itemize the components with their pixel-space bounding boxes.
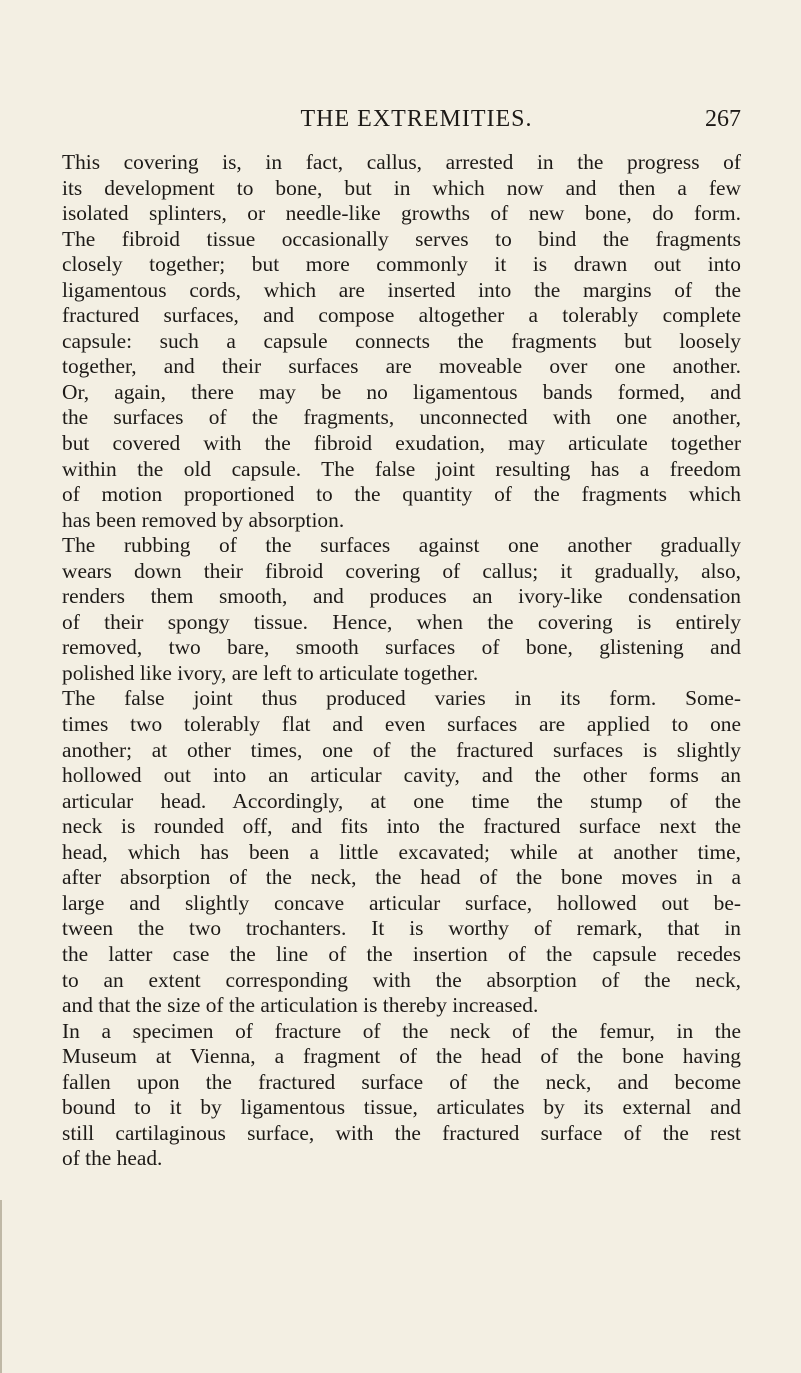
text-line: removed, two bare, smooth surfaces of bone, glistening and — [62, 635, 741, 660]
text-line: its development to bone, but in which now and then a few — [62, 175, 741, 200]
text-line: This covering is, in fact, callus, arrested in the progress of — [62, 150, 741, 174]
text-line: together, and their surfaces are moveable over one another. — [62, 354, 741, 379]
text-line: of their spongy tissue. Hence, when the covering is entirely — [62, 609, 741, 634]
text-line: and that the size of the articulation is thereby increased. — [62, 993, 539, 1018]
text-line: fallen upon the fractured surface of the neck, and become — [62, 1069, 741, 1094]
text-line: another; at other times, one of the fractured surfaces is slightly — [62, 737, 741, 762]
text-line: of the head. — [62, 1146, 163, 1171]
text-line: neck is rounded off, and fits into the fractured surface next the — [62, 814, 741, 839]
text-line: after absorption of the neck, the head of the bone moves in a — [62, 865, 741, 890]
text-line: bound to it by ligamentous tissue, articulates by its external and — [62, 1095, 741, 1120]
text-line: of motion proportioned to the quantity of the fragments which — [62, 482, 741, 507]
text-line: capsule: such a capsule connects the fragments but loosely — [62, 328, 741, 353]
text-line: head, which has been a little excavated; while at another time, — [62, 839, 741, 864]
text-line: isolated splinters, or needle-like growths of new bone, do form. — [62, 201, 741, 226]
text-line: closely together; but more commonly it is drawn out into — [62, 252, 741, 277]
running-title: THE EXTREMITIES. — [300, 106, 533, 132]
text-line: hollowed out into an articular cavity, and the other forms an — [62, 763, 741, 788]
text-line: tween the two trochanters. It is worthy of remark, that in — [62, 916, 741, 941]
text-line: still cartilaginous surface, with the fractured surface of the rest — [62, 1120, 741, 1145]
text-line: polished like ivory, are left to articulate together. — [62, 660, 479, 685]
text-line: has been removed by absorption. — [62, 507, 345, 532]
text-line: times two tolerably flat and even surfaces are applied to one — [62, 712, 741, 737]
text-line: but covered with the fibroid exudation, may articulate together — [62, 431, 741, 456]
text-line: renders them smooth, and produces an ivory-like condensation — [62, 584, 741, 609]
text-line: Museum at Vienna, a fragment of the head of the bone having — [62, 1044, 741, 1069]
text-line: fractured surfaces, and compose altogether a tolerably complete — [62, 303, 741, 328]
body-text — [62, 150, 741, 1172]
text-line: within the old capsule. The false joint resulting has a freedom — [62, 456, 741, 481]
text-line: the surfaces of the fragments, unconnected with one another, — [62, 405, 741, 430]
text-line: In a specimen of fracture of the neck of the femur, in the — [62, 1018, 741, 1043]
page-edge-shadow — [0, 1200, 2, 1373]
text-line: ligamentous cords, which are inserted into the margins of the — [62, 277, 741, 302]
text-line: The false joint thus produced varies in its form. Some- — [62, 686, 741, 711]
page-number: 267 — [705, 106, 741, 132]
text-line: The fibroid tissue occasionally serves to bind the fragments — [62, 226, 741, 251]
running-head — [62, 103, 741, 135]
text-line: the latter case the line of the insertion of the capsule recedes — [62, 941, 741, 966]
text-line: The rubbing of the surfaces against one another gradually — [62, 533, 741, 558]
text-line: to an extent corresponding with the absorption of the neck, — [62, 967, 741, 992]
text-line: articular head. Accordingly, at one time the stump of the — [62, 788, 741, 813]
text-line: Or, again, there may be no ligamentous bands formed, and — [62, 379, 741, 404]
text-line: wears down their fibroid covering of callus; it gradually, also, — [62, 558, 741, 583]
text-line: large and slightly concave articular surface, hollowed out be- — [62, 890, 741, 915]
